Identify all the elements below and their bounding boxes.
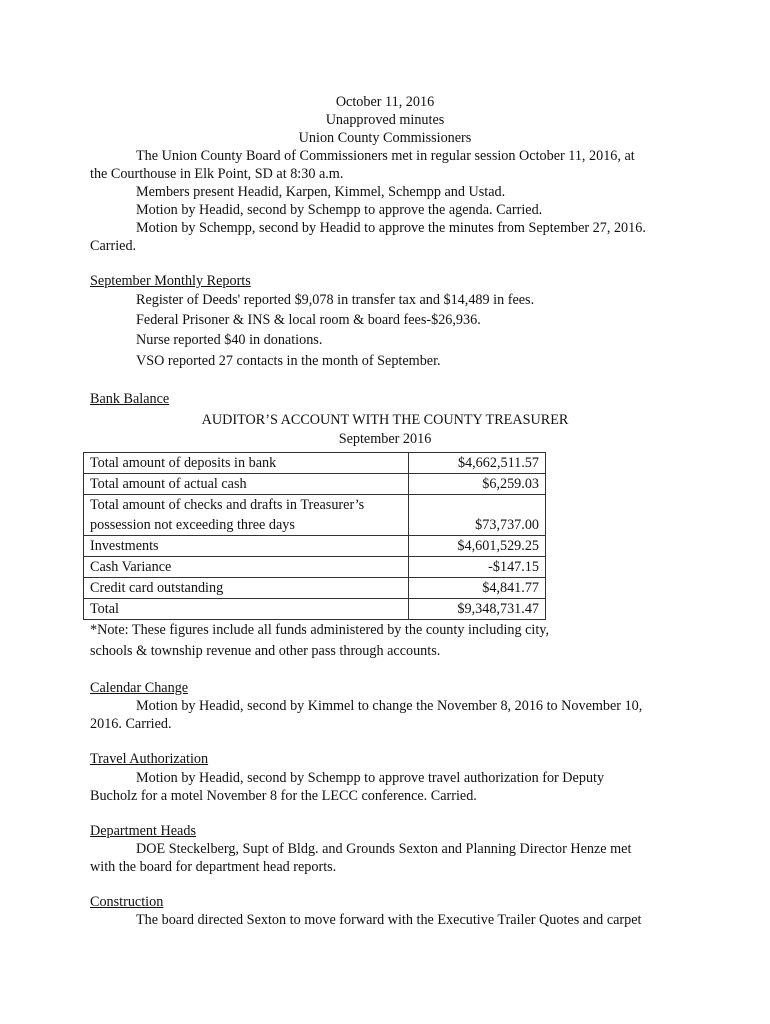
intro-paragraph-line-2: the Courthouse in Elk Point, SD at 8:30 a.m. <box>90 166 344 182</box>
motion-minutes-line-1: Motion by Schempp, second by Headid to approve the minutes from September 27, 2016. <box>136 220 646 236</box>
table-row <box>84 599 546 620</box>
bank-balance-heading: Bank Balance <box>90 391 170 407</box>
row-label: Cash Variance <box>84 557 409 578</box>
report-item: VSO reported 27 contacts in the month of September. <box>136 353 441 369</box>
row-label-multiline <box>84 495 409 536</box>
table-row <box>84 578 546 599</box>
auditor-account-table <box>83 452 546 620</box>
report-item: Federal Prisoner & INS & local room & board fees-$26,936. <box>136 312 481 328</box>
travel-authorization-line-2: Bucholz for a motel November 8 for the LECC conference. Carried. <box>90 788 477 804</box>
row-label: Credit card outstanding <box>84 578 409 599</box>
table-row <box>84 557 546 578</box>
monthly-reports-heading: September Monthly Reports <box>90 273 251 289</box>
note-line-2: schools & township revenue and other pass through accounts. <box>90 643 441 659</box>
motion-minutes-line-2: Carried. <box>90 238 137 254</box>
row-amount: $6,259.03 <box>409 474 546 495</box>
report-item: Register of Deeds' reported $9,078 in transfer tax and $14,489 in fees. <box>136 292 535 308</box>
row-label-line-2: possession not exceeding three days <box>90 517 295 533</box>
table-row <box>84 453 546 474</box>
table-row <box>84 495 546 536</box>
row-amount: $9,348,731.47 <box>409 599 546 620</box>
account-table-title: AUDITOR’S ACCOUNT WITH THE COUNTY TREASURER <box>201 412 569 428</box>
row-amount: $4,601,529.25 <box>409 536 546 557</box>
account-table-period: September 2016 <box>338 431 432 447</box>
construction-line-1: The board directed Sexton to move forward with the Executive Trailer Quotes and carpet <box>136 912 642 928</box>
calendar-change-heading: Calendar Change <box>90 680 189 696</box>
meeting-date: October 11, 2016 <box>335 94 435 110</box>
row-label: Total amount of deposits in bank <box>84 453 409 474</box>
travel-authorization-heading: Travel Authorization <box>90 751 209 767</box>
travel-authorization-line-1: Motion by Headid, second by Schempp to approve travel authorization for Deputy <box>136 770 605 786</box>
row-label: Investments <box>84 536 409 557</box>
organization-name: Union County Commissioners <box>298 130 472 146</box>
table-row <box>84 474 546 495</box>
construction-heading: Construction <box>90 894 164 910</box>
document-subtitle: Unapproved minutes <box>325 112 445 128</box>
department-heads-heading: Department Heads <box>90 823 196 839</box>
calendar-change-line-2: 2016. Carried. <box>90 716 172 732</box>
row-label-line-1: Total amount of checks and drafts in Treasurer’s <box>90 497 365 513</box>
row-amount: -$147.15 <box>409 557 546 578</box>
row-amount: $4,662,511.57 <box>409 453 546 474</box>
department-heads-line-1: DOE Steckelberg, Supt of Bldg. and Grounds Sexton and Planning Director Henze met <box>136 841 632 857</box>
members-present: Members present Headid, Karpen, Kimmel, Schempp and Ustad. <box>136 184 506 200</box>
note-line-1: *Note: These figures include all funds administered by the county including city, <box>90 622 550 638</box>
table-row <box>84 536 546 557</box>
row-amount: $73,737.00 <box>409 495 546 536</box>
row-label: Total amount of actual cash <box>84 474 409 495</box>
motion-agenda: Motion by Headid, second by Schempp to approve the agenda. Carried. <box>136 202 543 218</box>
row-label: Total <box>84 599 409 620</box>
intro-paragraph-line-1: The Union County Board of Commissioners met in regular session October 11, 2016, at <box>136 148 635 164</box>
report-item: Nurse reported $40 in donations. <box>136 332 323 348</box>
calendar-change-line-1: Motion by Headid, second by Kimmel to change the November 8, 2016 to November 10, <box>136 698 643 714</box>
department-heads-line-2: with the board for department head reports. <box>90 859 337 875</box>
row-amount: $4,841.77 <box>409 578 546 599</box>
